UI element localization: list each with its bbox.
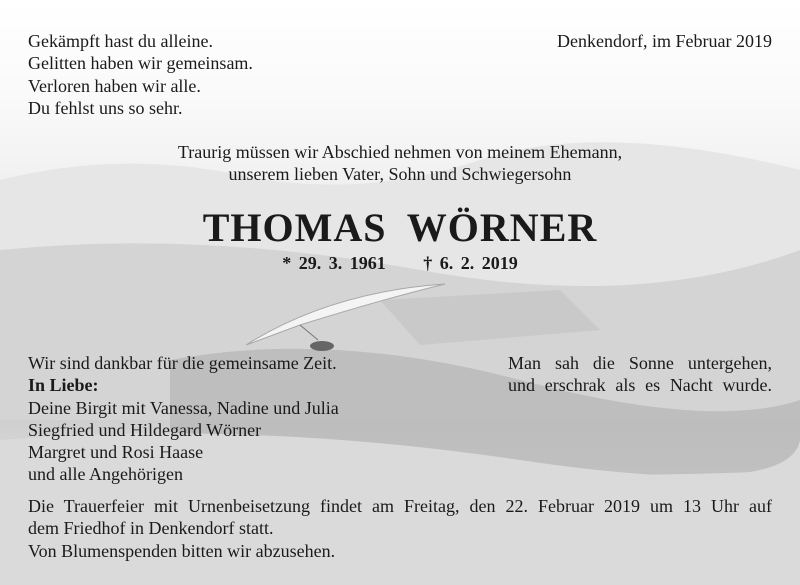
funeral-line: dem Friedhof in Denkendorf statt. bbox=[28, 518, 274, 539]
funeral-line: Die Trauerfeier mit Urnenbeisetzung findet am Freitag, den 22. Februar 2019 um 13 Uhr auf bbox=[28, 496, 772, 516]
birth-date: * 29. 3. 1961 bbox=[282, 253, 386, 273]
life-dates bbox=[0, 253, 800, 274]
quote bbox=[508, 352, 772, 397]
poem-line: Gekämpft hast du alleine. bbox=[28, 31, 213, 51]
place-date: Denkendorf, im Februar 2019 bbox=[557, 31, 772, 51]
quote-line: Man sah die Sonne untergehen, bbox=[508, 353, 772, 373]
in-love-heading: In Liebe: bbox=[28, 375, 99, 396]
quote-line: und erschrak als es Nacht wurde. bbox=[508, 375, 772, 396]
poem-line: Gelitten haben wir gemeinsam. bbox=[28, 53, 253, 74]
death-date: † 6. 2. 2019 bbox=[423, 253, 518, 273]
poem-line: Verloren haben wir alle. bbox=[28, 75, 201, 96]
mourner-line: Deine Birgit mit Vanessa, Nadine und Julia bbox=[28, 397, 339, 418]
mourner-line: und alle Angehörigen bbox=[28, 464, 183, 485]
poem bbox=[28, 30, 253, 119]
intro-text bbox=[0, 141, 800, 186]
thanks-line: Wir sind dankbar für die gemeinsame Zeit. bbox=[28, 353, 337, 373]
mourner-line: Margret und Rosi Haase bbox=[28, 442, 204, 463]
intro-line: Traurig müssen wir Abschied nehmen von meinem Ehemann, bbox=[177, 142, 623, 162]
funeral-info bbox=[28, 495, 772, 562]
deceased-name: THOMAS WÖRNER bbox=[202, 205, 598, 250]
mourners-block bbox=[28, 352, 339, 486]
intro-line: unserem lieben Vater, Sohn und Schwiegersohn bbox=[228, 164, 572, 185]
mourner-line: Siegfried und Hildegard Wörner bbox=[28, 419, 262, 440]
poem-line: Du fehlst uns so sehr. bbox=[28, 97, 183, 118]
funeral-line: Von Blumenspenden bitten wir abzusehen. bbox=[28, 540, 336, 561]
